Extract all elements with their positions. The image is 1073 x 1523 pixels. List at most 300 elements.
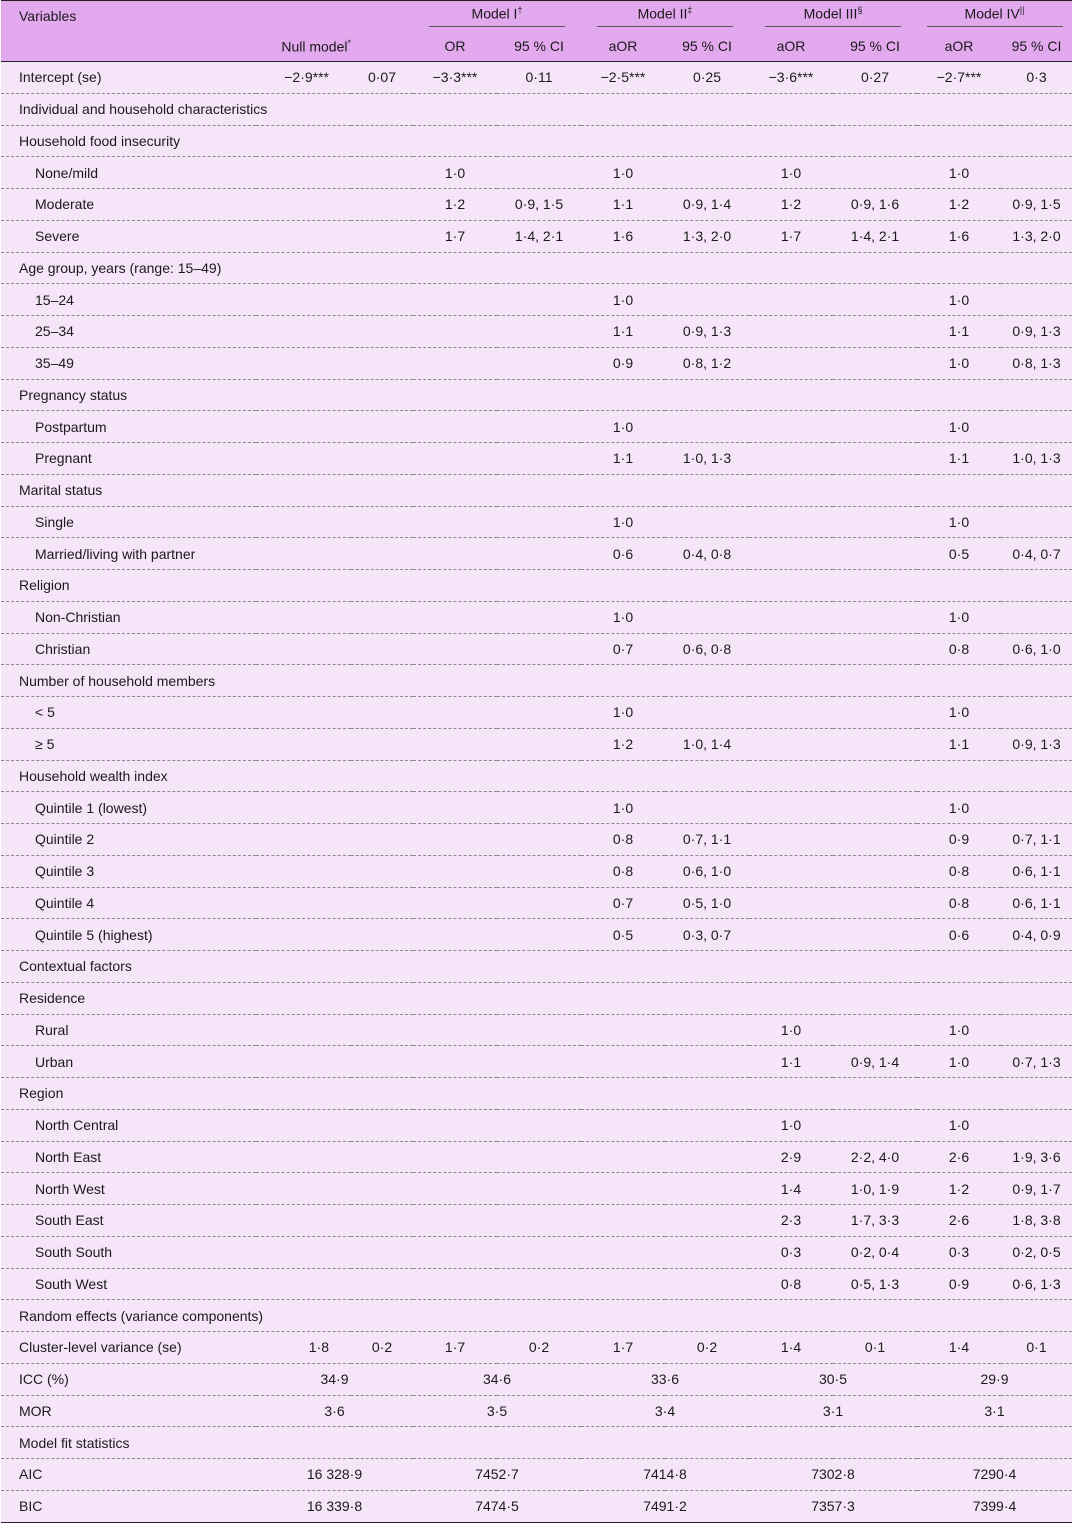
table-cell	[917, 570, 1001, 602]
table-cell: 0·4, 0·7	[1001, 538, 1072, 570]
table-row	[1, 665, 1072, 697]
table-cell	[351, 1046, 413, 1078]
table-cell: 0·1	[833, 1332, 917, 1364]
row-label: 35–49	[1, 347, 256, 379]
table-cell	[413, 601, 497, 633]
table-cell	[1001, 982, 1072, 1014]
table-cell: 0·5, 1·3	[833, 1268, 917, 1300]
table-cell	[581, 474, 665, 506]
table-row	[1, 125, 1072, 157]
table-cell	[256, 1268, 351, 1300]
table-cell	[351, 760, 413, 792]
table-cell: 0·9	[917, 1268, 1001, 1300]
table-cell: 2·3	[749, 1205, 833, 1237]
table-cell: −2·7***	[917, 62, 1001, 94]
table-cell	[351, 951, 413, 983]
table-cell: 2·9	[749, 1141, 833, 1173]
table-cell	[351, 1268, 413, 1300]
row-label: Quintile 3	[1, 855, 256, 887]
table-cell	[497, 665, 581, 697]
table-cell	[497, 1109, 581, 1141]
table-cell: 1·0	[917, 601, 1001, 633]
table-cell: 0·8	[581, 855, 665, 887]
table-cell	[581, 1014, 665, 1046]
table-row	[1, 1014, 1072, 1046]
table-cell: 0·9, 1·3	[1001, 728, 1072, 760]
table-cell: 1·7	[413, 1332, 497, 1364]
table-cell	[256, 601, 351, 633]
table-cell	[749, 982, 833, 1014]
table-cell	[413, 570, 497, 602]
table-cell	[256, 728, 351, 760]
table-cell: 0·9, 1·5	[497, 189, 581, 221]
table-row	[1, 887, 1072, 919]
table-row	[1, 1300, 1072, 1332]
table-cell	[833, 474, 917, 506]
table-cell: 1·1	[581, 316, 665, 348]
model-3-footnote-mark: §	[857, 4, 863, 15]
row-label: Quintile 4	[1, 887, 256, 919]
table-cell: 0·7, 1·1	[1001, 824, 1072, 856]
table-cell	[665, 93, 749, 125]
table-cell	[665, 1078, 749, 1110]
table-cell	[351, 1078, 413, 1110]
table-cell: 1·0	[581, 792, 665, 824]
table-cell	[833, 570, 917, 602]
table-cell: 7491·2	[581, 1490, 749, 1522]
table-cell	[413, 919, 497, 951]
table-cell	[351, 570, 413, 602]
table-cell	[497, 443, 581, 475]
table-cell	[1001, 665, 1072, 697]
table-cell	[917, 125, 1001, 157]
table-cell	[497, 1268, 581, 1300]
table-cell	[351, 220, 413, 252]
table-cell: 7474·5	[413, 1490, 581, 1522]
table-cell: 1·3, 2·0	[665, 220, 749, 252]
table-cell	[497, 1173, 581, 1205]
table-row	[1, 411, 1072, 443]
table-cell	[665, 1236, 749, 1268]
table-cell	[351, 93, 413, 125]
header-null-model	[256, 31, 413, 62]
table-cell: 7357·3	[749, 1490, 917, 1522]
table-cell	[581, 1046, 665, 1078]
table-cell: 1·0	[917, 1014, 1001, 1046]
table-cell	[497, 284, 581, 316]
table-cell	[749, 252, 833, 284]
table-cell	[749, 347, 833, 379]
table-cell: 7399·4	[917, 1490, 1072, 1522]
table-row	[1, 919, 1072, 951]
table-cell	[497, 601, 581, 633]
table-cell: 0·7, 1·3	[1001, 1046, 1072, 1078]
table-cell: 1·8	[256, 1332, 351, 1364]
table-cell	[351, 1173, 413, 1205]
table-cell	[256, 1205, 351, 1237]
table-cell: 0·7	[581, 633, 665, 665]
table-cell	[1001, 284, 1072, 316]
table-cell	[413, 1173, 497, 1205]
table-cell	[749, 824, 833, 856]
table-cell	[256, 697, 351, 729]
table-cell	[413, 792, 497, 824]
table-cell: 0·9, 1·7	[1001, 1173, 1072, 1205]
table-cell	[497, 1205, 581, 1237]
table-cell	[665, 125, 749, 157]
row-label: Moderate	[1, 189, 256, 221]
row-label: Intercept (se)	[1, 62, 256, 94]
table-cell	[581, 951, 665, 983]
table-cell	[497, 474, 581, 506]
table-cell	[256, 252, 351, 284]
table-cell	[1001, 474, 1072, 506]
table-cell	[833, 284, 917, 316]
table-cell	[917, 1300, 1001, 1332]
table-cell	[351, 252, 413, 284]
table-cell	[917, 252, 1001, 284]
header-aor-m3: aOR	[749, 31, 833, 62]
table-cell	[413, 347, 497, 379]
table-cell	[413, 443, 497, 475]
table-cell	[581, 1427, 749, 1459]
header-ci-m2: 95 % CI	[665, 31, 749, 62]
table-cell	[497, 1141, 581, 1173]
table-cell: 1·0, 1·3	[665, 443, 749, 475]
table-cell: 1·0	[917, 1046, 1001, 1078]
table-cell	[581, 1141, 665, 1173]
table-cell	[581, 982, 665, 1014]
table-cell	[1001, 411, 1072, 443]
table-cell	[833, 792, 917, 824]
table-cell	[665, 1173, 749, 1205]
table-cell	[413, 411, 497, 443]
table-cell: 1·1	[749, 1046, 833, 1078]
table-cell: 0·9	[581, 347, 665, 379]
row-label: North West	[1, 1173, 256, 1205]
table-cell	[749, 284, 833, 316]
table-cell	[665, 792, 749, 824]
table-cell: 0·4, 0·8	[665, 538, 749, 570]
row-label: MOR	[1, 1395, 256, 1427]
row-label: South East	[1, 1205, 256, 1237]
table-cell	[749, 506, 833, 538]
table-cell	[256, 189, 351, 221]
table-cell	[581, 760, 665, 792]
table-cell: 34·6	[413, 1363, 581, 1395]
table-cell	[749, 665, 833, 697]
table-cell	[581, 1300, 665, 1332]
table-cell	[351, 697, 413, 729]
row-label: Random effects (variance components)	[1, 1300, 256, 1332]
model-1-label: Model I	[471, 5, 518, 22]
table-row	[1, 982, 1072, 1014]
row-label: Christian	[1, 633, 256, 665]
table-cell	[256, 474, 351, 506]
table-row	[1, 157, 1072, 189]
table-cell	[749, 379, 833, 411]
table-cell	[1001, 379, 1072, 411]
table-cell	[351, 506, 413, 538]
table-cell	[256, 982, 351, 1014]
table-cell: 34·9	[256, 1363, 413, 1395]
table-cell: 0·8	[581, 824, 665, 856]
table-cell	[256, 951, 351, 983]
table-cell	[833, 982, 917, 1014]
row-label: Pregnant	[1, 443, 256, 475]
table-cell	[833, 1014, 917, 1046]
table-cell	[1001, 951, 1072, 983]
table-row	[1, 633, 1072, 665]
table-cell: 16 339·8	[256, 1490, 413, 1522]
header-row-models	[1, 1, 1072, 32]
table-cell	[581, 1173, 665, 1205]
table-cell: 0·5, 1·0	[665, 887, 749, 919]
table-cell	[256, 633, 351, 665]
table-row	[1, 855, 1072, 887]
table-cell	[256, 1141, 351, 1173]
table-cell	[351, 728, 413, 760]
row-label: North East	[1, 1141, 256, 1173]
table-cell: 1·0	[917, 506, 1001, 538]
table-cell	[749, 474, 833, 506]
table-cell	[413, 93, 497, 125]
table-cell	[256, 538, 351, 570]
table-cell: 1·2	[917, 1173, 1001, 1205]
table-cell	[351, 1205, 413, 1237]
table-cell	[497, 1078, 581, 1110]
table-cell	[749, 443, 833, 475]
table-cell	[413, 474, 497, 506]
table-cell: 7302·8	[749, 1459, 917, 1491]
header-aor-m4: aOR	[917, 31, 1001, 62]
table-cell: 1·7, 3·3	[833, 1205, 917, 1237]
table-cell	[256, 824, 351, 856]
table-cell: 33·6	[581, 1363, 749, 1395]
table-cell	[665, 760, 749, 792]
table-cell	[665, 506, 749, 538]
table-cell	[413, 125, 497, 157]
table-cell	[581, 125, 665, 157]
table-cell	[749, 570, 833, 602]
table-cell: 30·5	[749, 1363, 917, 1395]
row-label: Postpartum	[1, 411, 256, 443]
model-2-footnote-mark: ‡	[687, 4, 693, 15]
table-cell	[665, 379, 749, 411]
row-label: Quintile 2	[1, 824, 256, 856]
table-cell	[351, 1300, 413, 1332]
table-cell	[749, 792, 833, 824]
table-body	[1, 62, 1072, 1523]
table-cell	[749, 855, 833, 887]
table-cell	[581, 1205, 665, 1237]
table-cell: 0·9	[917, 824, 1001, 856]
table-cell: 1·7	[413, 220, 497, 252]
table-cell: 1·7	[581, 1332, 665, 1364]
table-cell	[665, 284, 749, 316]
row-label: ≥ 5	[1, 728, 256, 760]
table-cell	[833, 601, 917, 633]
table-cell	[665, 1046, 749, 1078]
table-cell	[749, 633, 833, 665]
table-cell	[581, 1078, 665, 1110]
table-cell: 1·1	[581, 189, 665, 221]
table-cell: 1·4, 2·1	[497, 220, 581, 252]
table-cell	[256, 760, 351, 792]
table-cell	[749, 93, 833, 125]
table-row	[1, 1268, 1072, 1300]
table-cell: 0·9, 1·4	[665, 189, 749, 221]
header-model-3	[749, 1, 917, 32]
table-cell	[256, 887, 351, 919]
table-cell: 0·2, 0·4	[833, 1236, 917, 1268]
table-cell: 0·8	[917, 633, 1001, 665]
table-cell	[256, 220, 351, 252]
table-cell	[413, 1109, 497, 1141]
table-cell	[413, 284, 497, 316]
table-cell: 7452·7	[413, 1459, 581, 1491]
table-cell: 3·5	[413, 1395, 581, 1427]
null-model-label: Null model	[281, 38, 348, 55]
table-cell	[833, 760, 917, 792]
table-cell	[749, 728, 833, 760]
table-cell: 0·9, 1·3	[1001, 316, 1072, 348]
table-cell	[1001, 93, 1072, 125]
table-cell: 0·2	[665, 1332, 749, 1364]
table-cell	[351, 411, 413, 443]
table-cell	[413, 1427, 581, 1459]
table-cell	[833, 347, 917, 379]
table-cell	[917, 474, 1001, 506]
table-cell: 1·0, 1·4	[665, 728, 749, 760]
table-cell	[413, 665, 497, 697]
table-cell: 0·9, 1·3	[665, 316, 749, 348]
table-cell: 1·0	[581, 506, 665, 538]
table-cell	[497, 887, 581, 919]
table-cell: 0·2	[497, 1332, 581, 1364]
row-label: Household food insecurity	[1, 125, 256, 157]
table-cell: 1·8, 3·8	[1001, 1205, 1072, 1237]
row-label: Household wealth index	[1, 760, 256, 792]
table-cell	[351, 443, 413, 475]
table-cell	[1001, 570, 1072, 602]
table-cell	[665, 1300, 749, 1332]
results-table	[1, 0, 1072, 1523]
table-cell	[749, 760, 833, 792]
table-cell: 0·1	[1001, 1332, 1072, 1364]
table-cell	[256, 919, 351, 951]
table-cell	[665, 951, 749, 983]
table-cell	[413, 1236, 497, 1268]
table-cell: 1·9, 3·6	[1001, 1141, 1072, 1173]
table-cell	[581, 93, 665, 125]
table-cell	[833, 728, 917, 760]
table-cell	[1001, 792, 1072, 824]
table-cell	[256, 1078, 351, 1110]
table-cell	[256, 316, 351, 348]
table-cell	[351, 157, 413, 189]
table-cell	[351, 601, 413, 633]
table-cell: 1·0	[917, 284, 1001, 316]
row-label: Contextual factors	[1, 951, 256, 983]
table-cell: 1·1	[917, 728, 1001, 760]
table-cell	[665, 697, 749, 729]
table-cell	[833, 379, 917, 411]
table-cell: 0·27	[833, 62, 917, 94]
table-cell	[749, 697, 833, 729]
table-row	[1, 1459, 1072, 1491]
table-cell	[256, 379, 351, 411]
table-cell	[1001, 760, 1072, 792]
table-cell: 1·2	[581, 728, 665, 760]
table-row	[1, 284, 1072, 316]
table-cell	[917, 379, 1001, 411]
table-cell	[497, 252, 581, 284]
row-label: Residence	[1, 982, 256, 1014]
table-cell	[413, 697, 497, 729]
table-cell	[581, 570, 665, 602]
table-cell: 0·6, 0·8	[665, 633, 749, 665]
table-cell	[749, 601, 833, 633]
row-label: South South	[1, 1236, 256, 1268]
table-cell	[351, 474, 413, 506]
table-cell: 0·6	[917, 919, 1001, 951]
table-cell: 16 328·9	[256, 1459, 413, 1491]
table-cell	[256, 443, 351, 475]
table-cell: 1·6	[581, 220, 665, 252]
table-cell: 0·5	[917, 538, 1001, 570]
table-cell	[1001, 157, 1072, 189]
table-cell: 1·0	[581, 697, 665, 729]
table-cell	[413, 1046, 497, 1078]
table-cell	[351, 379, 413, 411]
table-cell	[833, 824, 917, 856]
row-label: 25–34	[1, 316, 256, 348]
table-cell: 1·0	[581, 284, 665, 316]
table-cell	[497, 316, 581, 348]
table-cell	[1001, 601, 1072, 633]
table-cell	[413, 379, 497, 411]
row-label: Cluster-level variance (se)	[1, 1332, 256, 1364]
table-row	[1, 474, 1072, 506]
table-cell: −2·9***	[256, 62, 351, 94]
table-cell	[665, 1014, 749, 1046]
header-blank	[256, 1, 413, 32]
table-row	[1, 1173, 1072, 1205]
table-cell: 0·7, 1·1	[665, 824, 749, 856]
table-cell: −2·5***	[581, 62, 665, 94]
table-cell	[497, 1014, 581, 1046]
row-label: Marital status	[1, 474, 256, 506]
table-cell	[833, 633, 917, 665]
table-cell	[413, 1205, 497, 1237]
table-cell	[833, 93, 917, 125]
table-cell	[256, 792, 351, 824]
table-cell: 0·7	[581, 887, 665, 919]
table-cell: 2·2, 4·0	[833, 1141, 917, 1173]
table-cell	[749, 538, 833, 570]
table-cell	[497, 633, 581, 665]
table-cell	[833, 665, 917, 697]
table-cell	[833, 697, 917, 729]
table-cell	[497, 538, 581, 570]
table-cell: 0·9, 1·4	[833, 1046, 917, 1078]
table-cell: −3·3***	[413, 62, 497, 94]
table-row	[1, 1141, 1072, 1173]
table-cell	[1001, 1078, 1072, 1110]
row-label: Number of household members	[1, 665, 256, 697]
table-cell: 0·6, 1·0	[665, 855, 749, 887]
